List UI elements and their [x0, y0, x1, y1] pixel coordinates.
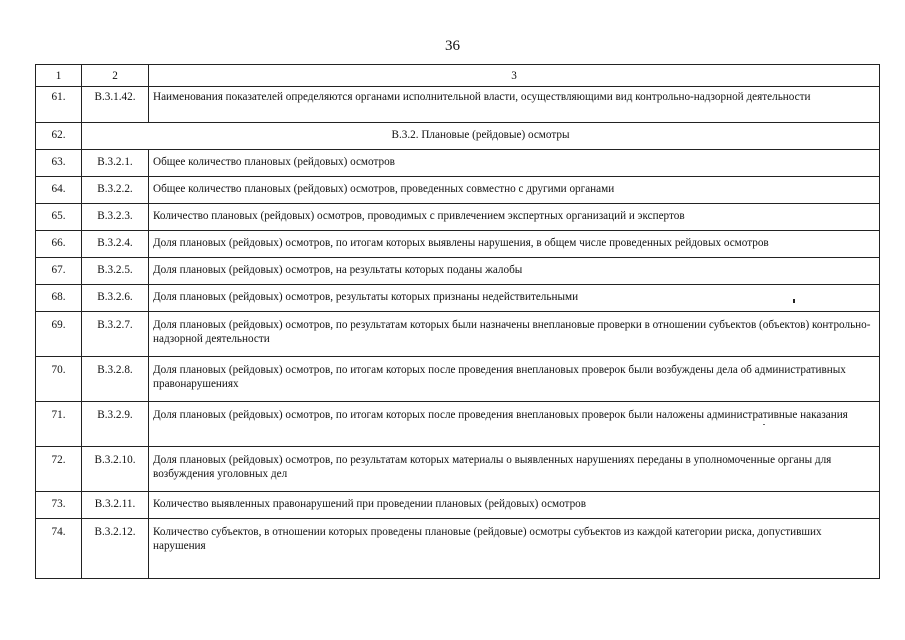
row-text: Доля плановых (рейдовых) осмотров, на результаты которых поданы жалобы [149, 258, 880, 285]
row-text: Общее количество плановых (рейдовых) осмотров [149, 150, 880, 177]
row-text: Доля плановых (рейдовых) осмотров, результаты которых признаны недействительными [149, 285, 880, 312]
row-text: Количество выявленных правонарушений при проведении плановых (рейдовых) осмотров [149, 492, 880, 519]
indicators-table [35, 64, 880, 579]
table-row [36, 87, 880, 123]
row-code: В.3.2.1. [82, 150, 149, 177]
row-code: В.3.2.12. [82, 519, 149, 579]
row-number: 65. [36, 204, 82, 231]
row-number: 64. [36, 177, 82, 204]
row-text: Доля плановых (рейдовых) осмотров, по результатам которых были назначены внеплановые проверки в отношении субъектов (объектов) контрольно-надзорной деятельности [149, 312, 880, 357]
table-row [36, 402, 880, 447]
row-number: 72. [36, 447, 82, 492]
scan-speck [763, 424, 765, 425]
column-header-2: 2 [82, 65, 149, 87]
scan-speck [793, 299, 795, 303]
row-number: 70. [36, 357, 82, 402]
row-number: 61. [36, 87, 82, 123]
row-code: В.3.2.8. [82, 357, 149, 402]
table-header-row [36, 65, 880, 87]
table-row [36, 285, 880, 312]
row-number: 69. [36, 312, 82, 357]
row-number: 74. [36, 519, 82, 579]
row-code: В.3.2.6. [82, 285, 149, 312]
row-text: Наименования показателей определяются органами исполнительной власти, осуществляющими вид контрольно-надзорной деятельности [149, 87, 880, 123]
row-code: В.3.2.10. [82, 447, 149, 492]
row-number: 63. [36, 150, 82, 177]
table-row [36, 519, 880, 579]
row-code: В.3.2.4. [82, 231, 149, 258]
row-text: Количество субъектов, в отношении которых проведены плановые (рейдовые) осмотры субъектов из каждой категории риска, допустивших нарушения [149, 519, 880, 579]
row-number: 71. [36, 402, 82, 447]
table-row [36, 357, 880, 402]
row-text: Доля плановых (рейдовых) осмотров, по итогам которых выявлены нарушения, в общем числе проведенных рейдовых осмотров [149, 231, 880, 258]
row-number: 68. [36, 285, 82, 312]
table-row [36, 447, 880, 492]
page-number: 36 [445, 38, 460, 54]
row-code: В.3.2.5. [82, 258, 149, 285]
row-code: В.3.2.9. [82, 402, 149, 447]
row-text: Доля плановых (рейдовых) осмотров, по итогам которых после проведения внеплановых проверок были возбуждены дела об административных правонарушениях [149, 357, 880, 402]
row-code: В.3.2.11. [82, 492, 149, 519]
row-code: В.3.2.3. [82, 204, 149, 231]
row-number: 62. [36, 123, 82, 150]
section-row [36, 123, 880, 150]
row-code: В.3.2.2. [82, 177, 149, 204]
row-text: Количество плановых (рейдовых) осмотров, проводимых с привлечением экспертных организаций и экспертов [149, 204, 880, 231]
table-row [36, 492, 880, 519]
column-header-3: 3 [149, 65, 880, 87]
row-number: 67. [36, 258, 82, 285]
row-text: Доля плановых (рейдовых) осмотров, по результатам которых материалы о выявленных нарушениях переданы в уполномоченные органы для возбуждения уголовных дел [149, 447, 880, 492]
section-title: В.3.2. Плановые (рейдовые) осмотры [82, 123, 880, 150]
table-row [36, 150, 880, 177]
table-row [36, 204, 880, 231]
table-row [36, 231, 880, 258]
row-text: Доля плановых (рейдовых) осмотров, по итогам которых после проведения внеплановых проверок были наложены административные наказания [149, 402, 880, 447]
table-row [36, 177, 880, 204]
column-header-1: 1 [36, 65, 82, 87]
row-code: В.3.2.7. [82, 312, 149, 357]
row-number: 73. [36, 492, 82, 519]
row-number: 66. [36, 231, 82, 258]
row-text: Общее количество плановых (рейдовых) осмотров, проведенных совместно с другими органами [149, 177, 880, 204]
table-row [36, 312, 880, 357]
row-code: В.3.1.42. [82, 87, 149, 123]
table-row [36, 258, 880, 285]
